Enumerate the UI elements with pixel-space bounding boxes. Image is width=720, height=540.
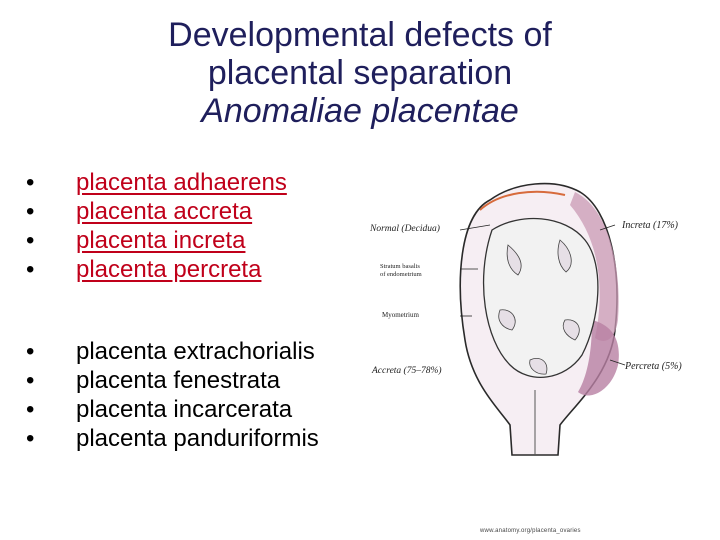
image-source-caption: www.anatomy.org/placenta_ovaries: [480, 528, 581, 534]
link-placenta-increta[interactable]: placenta increta: [76, 227, 246, 254]
list-item[interactable]: • placenta adhaerens: [26, 169, 287, 196]
label-accreta: Accreta (75–78%): [372, 366, 442, 376]
title-line-1: Developmental defects of: [168, 16, 552, 54]
label-myometrium: Myometrium: [382, 311, 419, 319]
list-item: • placenta fenestrata: [26, 367, 281, 394]
title-line-2: placental separation: [207, 54, 513, 92]
link-placenta-adhaerens[interactable]: placenta adhaerens: [76, 169, 287, 196]
link-placenta-accreta[interactable]: placenta accreta: [76, 198, 253, 225]
label-increta: Increta (17%): [622, 220, 678, 231]
placenta-mass: [484, 219, 598, 378]
list-item: • placenta incarcerata: [26, 396, 293, 423]
label-stratum-2: of endometrium: [380, 271, 422, 278]
label-percreta: Percreta (5%): [625, 361, 682, 372]
title-line-3: Anomaliae placentae: [201, 92, 519, 130]
list-item: • placenta extrachorialis: [26, 338, 315, 365]
list-item[interactable]: • placenta percreta: [26, 256, 262, 283]
list-item[interactable]: • placenta accreta: [26, 198, 253, 225]
label-stratum-1: Stratum basalis: [380, 263, 420, 270]
label-normal: Normal (Decidua): [370, 224, 440, 234]
link-placenta-percreta[interactable]: placenta percreta: [76, 256, 262, 283]
placenta-uterus-illustration: [360, 170, 710, 460]
list-item: • placenta panduriformis: [26, 425, 319, 452]
other-defects-list: [18, 337, 319, 453]
slide-title: [130, 16, 590, 130]
linked-defects-list: [18, 168, 287, 284]
list-item[interactable]: • placenta increta: [26, 227, 246, 254]
